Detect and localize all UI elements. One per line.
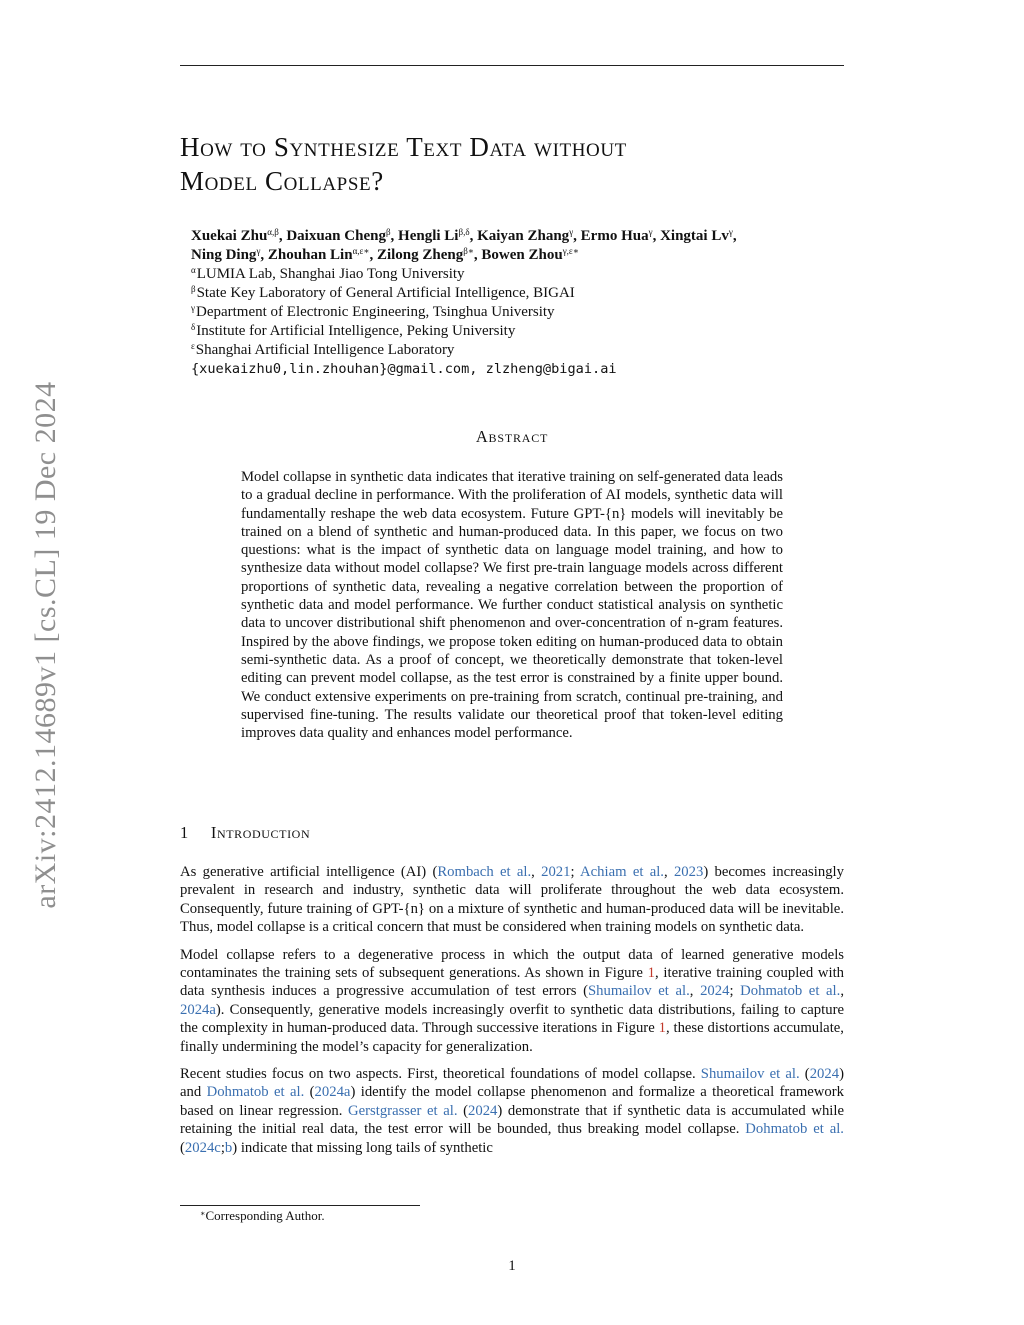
citation-link[interactable]: Dohmatob et al. — [740, 983, 841, 1000]
affiliation: $^\beta$State Key Laboratory of General Artificial Intelligence, BIGAI — [191, 284, 575, 301]
affiliation: $^\gamma$Department of Electronic Engineering, Tsinghua University — [191, 303, 555, 320]
abstract-body — [241, 468, 783, 742]
citation-link[interactable]: Achiam et al. — [580, 864, 664, 880]
citation-link[interactable]: b — [224, 1139, 233, 1156]
author: Xuekai Zhu$^{\alpha,\beta}$, — [191, 227, 287, 244]
section-title: Introduction — [210, 823, 311, 842]
author: Daixuan Cheng$^\beta$, — [286, 227, 399, 244]
section-number: 1 — [180, 823, 189, 842]
affiliation: $^\delta$Institute for Artificial Intelligence, Peking University — [191, 322, 516, 339]
figure-reference-link[interactable]: 1 — [647, 965, 656, 982]
author: Ning Ding$^\gamma$, — [191, 246, 268, 263]
author-line-1 — [191, 227, 851, 246]
affiliation: $^\varepsilon$Shanghai Artificial Intelligence Laboratory — [191, 341, 455, 358]
citation-link[interactable]: 2024 — [468, 1102, 498, 1119]
citation-link[interactable]: 2024 — [809, 1066, 840, 1083]
paragraph: Model collapse refers to a degenerative process in which the output data of learned generative models contaminates the training sets of subsequent generations. As shown in Figure 1, iterative training coupled with data synthesis induces a progressive accumulation of test errors (Shumailov et al., 2024; Dohmatob et al., 2024a). Consequently, generative models increasingly overfit to synthetic data distributions, failing to capture the complexity in human-produced data. Through successive iterations in Figure 1, these distortions accumulate, finally undermining the model’s capacity for generalization. — [180, 946, 844, 1055]
page-number: 1 — [508, 1258, 516, 1274]
author-list — [191, 227, 851, 265]
paragraph: As generative artificial intelligence (AI) (Rombach et al., 2021; Achiam et al., 2023) becomes increasingly prevalent in research and industry, synthetic data will proliferate throughout the web data ecosystem. Consequently, future training of GPT-{n} on a mixture of synthetic and human-produced data will be inevitable. Thus, model collapse is a critical concern that must be considered when training models on synthetic data. — [180, 864, 844, 936]
contact-emails: {xuekaizhu0,lin.zhouhan}@gmail.com, zlzheng@bigai.ai — [191, 361, 617, 377]
citation-link[interactable]: 2021 — [541, 864, 571, 880]
author: Zhouhan Lin$^{\alpha,\varepsilon∗}$, — [267, 246, 377, 263]
affiliation-list — [191, 265, 851, 379]
abstract-heading: Abstract — [475, 427, 549, 446]
footnote-text: Corresponding Author. — [205, 1208, 325, 1223]
title-line-2: Model Collapse? — [180, 166, 384, 196]
author: Hengli $Li^{\beta,\delta}$, — [398, 227, 478, 244]
footnote-mark: ∗ — [200, 1209, 206, 1218]
author: Xingtai $Lv^\gamma$, — [660, 227, 737, 244]
paragraph: Recent studies focus on two aspects. First, theoretical foundations of model collapse. Shumailov et al. (2024) and Dohmatob et al. (2024a) identify the model collapse phenomenon and formalize a theoretical framework based on linear regression. Gerstgrasser et al. (2024) demonstrate that if synthetic data is accumulated while retaining the initial real data, the test error will be bounded, thus breaking model collapse. Dohmatob et al. (2024c;b) indicate that missing long tails of synthetic — [180, 1066, 844, 1156]
citation-link[interactable]: 2024a — [314, 1084, 351, 1101]
abstract-text: Model collapse in synthetic data indicates that iterative training on self-generated data leads to a gradual decline in performance. With the proliferation of AI models, synthetic data will fundamentally reshape the web data ecosystem. Future GPT-{n} models will inevitably be trained on a blend of synthetic and human-produced data. In this paper, we focus on two questions: what is the impact of synthetic data on language model training, and how to synthesize data without model collapse? We first pre-train language models across different proportions of synthetic data, revealing a negative correlation between the proportion of synthetic data and model performance. We further conduct statistical analysis on synthetic data to uncover distributional shift phenomenon and over-concentration of n-gram features. Inspired by the above findings, we propose token editing on human-produced data to obtain semi-synthetic data. As a proof of concept, we theoretically demonstrate that token-level editing can prevent model collapse, as the test error is constrained by a finite upper bound. We conduct extensive experiments on pre-training from scratch, continual pre-training, and supervised fine-tuning. The results validate our theoretical proof that token-level editing improves data quality and enhances model performance. — [241, 469, 783, 742]
arxiv-identifier-stamp: arXiv:2412.14689v1 [cs.CL] 19 Dec 2024 — [29, 381, 62, 909]
footnote — [200, 1208, 325, 1224]
citation-link[interactable]: 2024a — [180, 1001, 216, 1018]
figure-reference-link[interactable]: 1 — [658, 1020, 666, 1037]
citation-link[interactable]: Rombach et al. — [437, 864, 532, 880]
citation-link[interactable]: 2023 — [673, 864, 704, 880]
citation-link[interactable]: 2024 — [700, 983, 730, 1000]
paper-title — [180, 130, 844, 198]
introduction-body — [180, 863, 844, 1166]
author: Zilong Zheng$^{\beta∗}$, — [376, 246, 482, 263]
title-line-1: How to Synthesize Text Data without — [180, 132, 627, 162]
citation-link[interactable]: Dohmatob et al. — [745, 1121, 844, 1138]
affiliation: $^\alpha$LUMIA Lab, Shanghai Jiao Tong University — [191, 265, 465, 282]
citation-link[interactable]: Shumailov et al. — [587, 983, 690, 1000]
top-rule — [180, 65, 844, 66]
citation-link[interactable]: Dohmatob et al. — [206, 1084, 305, 1101]
section-heading-introduction — [180, 823, 310, 843]
author-line-2 — [191, 246, 851, 265]
citation-link[interactable]: Gerstgrasser et al. — [348, 1102, 458, 1119]
author: Ermo Hua$^\gamma$, — [580, 227, 661, 244]
citation-link[interactable]: Shumailov et al. — [700, 1066, 800, 1083]
citation-link[interactable]: 2024c — [184, 1139, 221, 1156]
footnote-rule — [180, 1205, 420, 1206]
author: Kaiyan Zhang$^\gamma$, — [477, 227, 581, 244]
author: Bowen Zhou$^{\gamma,\varepsilon∗}$ — [481, 246, 579, 263]
